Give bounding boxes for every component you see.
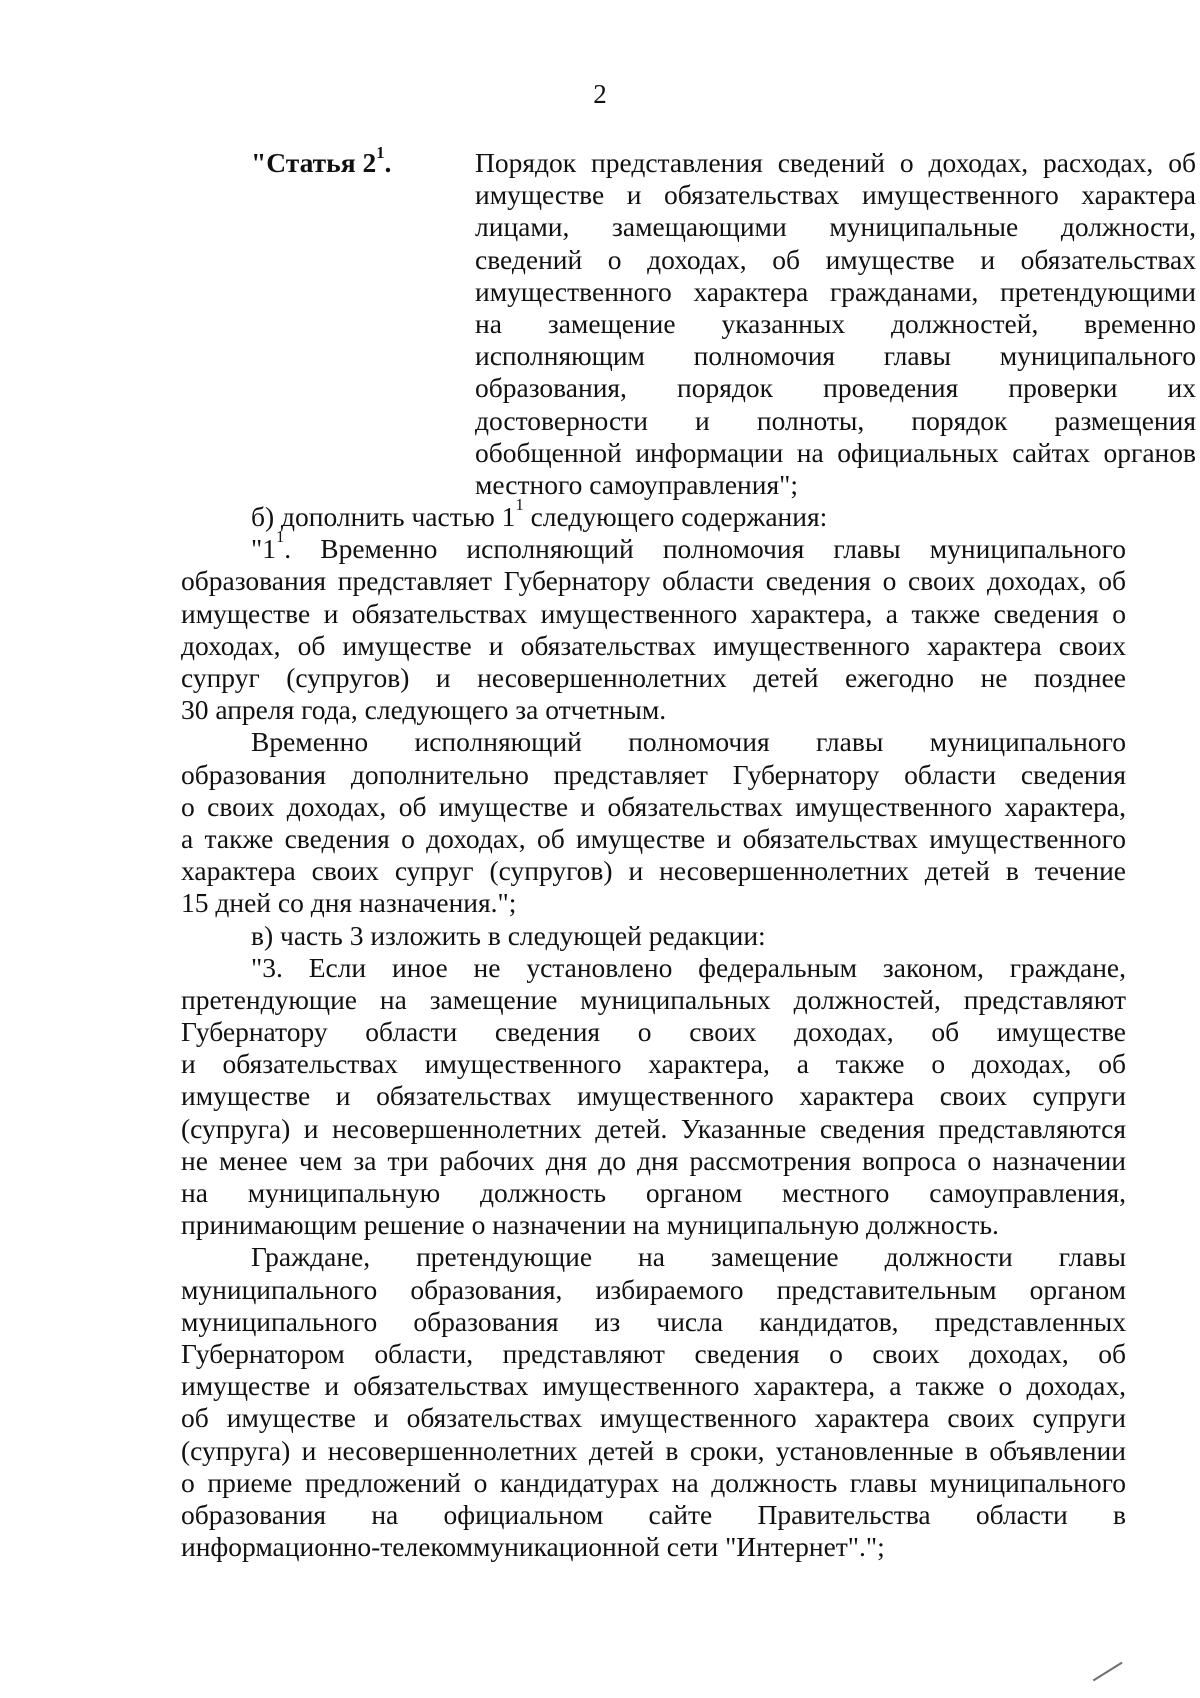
paragraph-line: (супруга) и несовершеннолетних детей. Указанные сведения представляются (181, 1112, 1126, 1144)
paragraph-line: принимающим решение о назначении на муниципальную должность. (181, 1209, 999, 1241)
heading-line: имуществе и обязательствах имущественного характера (475, 179, 1196, 211)
paragraph-line: образования представляет Губернатору области сведения о своих доходах, об (181, 565, 1126, 597)
paragraph-line: Губернатором области, представляют сведения о своих доходах, об (181, 1337, 1126, 1369)
item-b (181, 495, 1126, 533)
item-b-text-end: следующего содержания: (523, 501, 828, 533)
heading-line: достоверности и полноты, порядок размещения (475, 404, 1196, 436)
heading-line: Порядок представления сведений о доходах, расходах, об (475, 147, 1196, 178)
paragraph-line: имуществе и обязательствах имущественного характера своих супруги (181, 1080, 1126, 1112)
article-heading-text (475, 147, 1196, 501)
article-label-superscript: 1 (376, 143, 385, 162)
paragraph-line: (супруга) и несовершеннолетних детей в сроки, установленные в объявлении (181, 1434, 1126, 1466)
paragraph-line: не менее чем за три рабочих дня до дня рассмотрения вопроса о назначении (181, 1144, 1126, 1176)
article-label-dot: . (384, 147, 392, 178)
paragraph-line: супруг (супругов) и несовершеннолетних детей ежегодно не позднее (181, 662, 1126, 693)
heading-line: образования, порядок проведения проверки их (475, 372, 1196, 404)
paragraph-line: о своих доходах, об имуществе и обязательствах имущественного характера, (181, 790, 1126, 822)
paragraph-line: претендующие на замещение муниципальных должностей, представляют (181, 983, 1126, 1015)
paragraph-line: Граждане, претендующие на замещение должности главы (251, 1241, 1126, 1273)
scan-mark (1093, 1662, 1133, 1698)
heading-line: лицами, замещающими муниципальные должности, (475, 211, 1196, 243)
item-b-text: б) дополнить частью 1 (251, 501, 516, 533)
item-v: в) часть 3 изложить в следующей редакции: (251, 919, 766, 951)
part-1-1-superscript: 1 (275, 527, 285, 547)
article-heading (181, 143, 1196, 501)
part-1-1-first-line (181, 527, 1126, 565)
heading-line: исполняющим полномочия главы муниципального (475, 340, 1196, 372)
paragraph-line: характера своих супруг (супругов) и несовершеннолетних детей в течение (181, 855, 1126, 887)
document-body (181, 143, 1196, 1563)
paragraph-line: на муниципальную должность органом местного самоуправления, (181, 1177, 1126, 1208)
paragraph-line: образования на официальном сайте Правительства области в (181, 1498, 1126, 1530)
heading-line: на замещение указанных должностей, временно (475, 307, 1196, 339)
article-label-text: "Статья 2 (251, 147, 377, 178)
heading-line: сведений о доходах, об имуществе и обязательствах (475, 243, 1196, 275)
paragraph-line: Временно исполняющий полномочия главы муниципального (251, 726, 1126, 758)
article-heading-label (181, 143, 475, 179)
paragraph-line: информационно-телекоммуникационной сети "Интернет"."; (181, 1531, 885, 1563)
paragraph-line: 15 дней со дня назначения."; (181, 887, 517, 919)
paragraph-line: "3. Если иное не установлено федеральным законом, граждане, (251, 951, 1126, 983)
paragraph-line: образования дополнительно представляет Губернатору области сведения (181, 758, 1126, 790)
heading-line: имущественного характера гражданами, претендующими (475, 275, 1196, 307)
item-b-superscript: 1 (515, 495, 524, 515)
paragraph-line: имуществе и обязательствах имущественного характера, а также сведения о (181, 597, 1126, 629)
paragraph-line: муниципального образования из числа кандидатов, представленных (181, 1305, 1126, 1337)
paragraph-line: доходах, об имуществе и обязательствах имущественного характера своих (181, 629, 1126, 661)
paragraph-line: Губернатору области сведения о своих доходах, об имуществе (181, 1016, 1126, 1048)
part-1-1-number: "1 (251, 533, 276, 565)
heading-line: обобщенной информации на официальных сайтах органов (475, 436, 1196, 468)
heading-line: местного самоуправления"; (475, 468, 798, 500)
page-number: 2 (593, 79, 607, 109)
paragraph-line: и обязательствах имущественного характера, а также о доходах, об (181, 1048, 1126, 1080)
part-1-1-text: . Временно исполняющий полномочия главы муниципального (284, 533, 1126, 565)
paragraph-line: муниципального образования, избираемого представительным органом (181, 1273, 1126, 1305)
paragraph-line: а также сведения о доходах, об имуществе и обязательствах имущественного (181, 822, 1126, 854)
paragraph-line: имуществе и обязательствах имущественного характера, а также о доходах, (181, 1370, 1126, 1402)
paragraph-line: об имуществе и обязательствах имущественного характера своих супруги (181, 1402, 1126, 1434)
paragraph-line: о приеме предложений о кандидатурах на должность главы муниципального (181, 1466, 1126, 1498)
paragraph-line: 30 апреля года, следующего за отчетным. (181, 694, 667, 726)
